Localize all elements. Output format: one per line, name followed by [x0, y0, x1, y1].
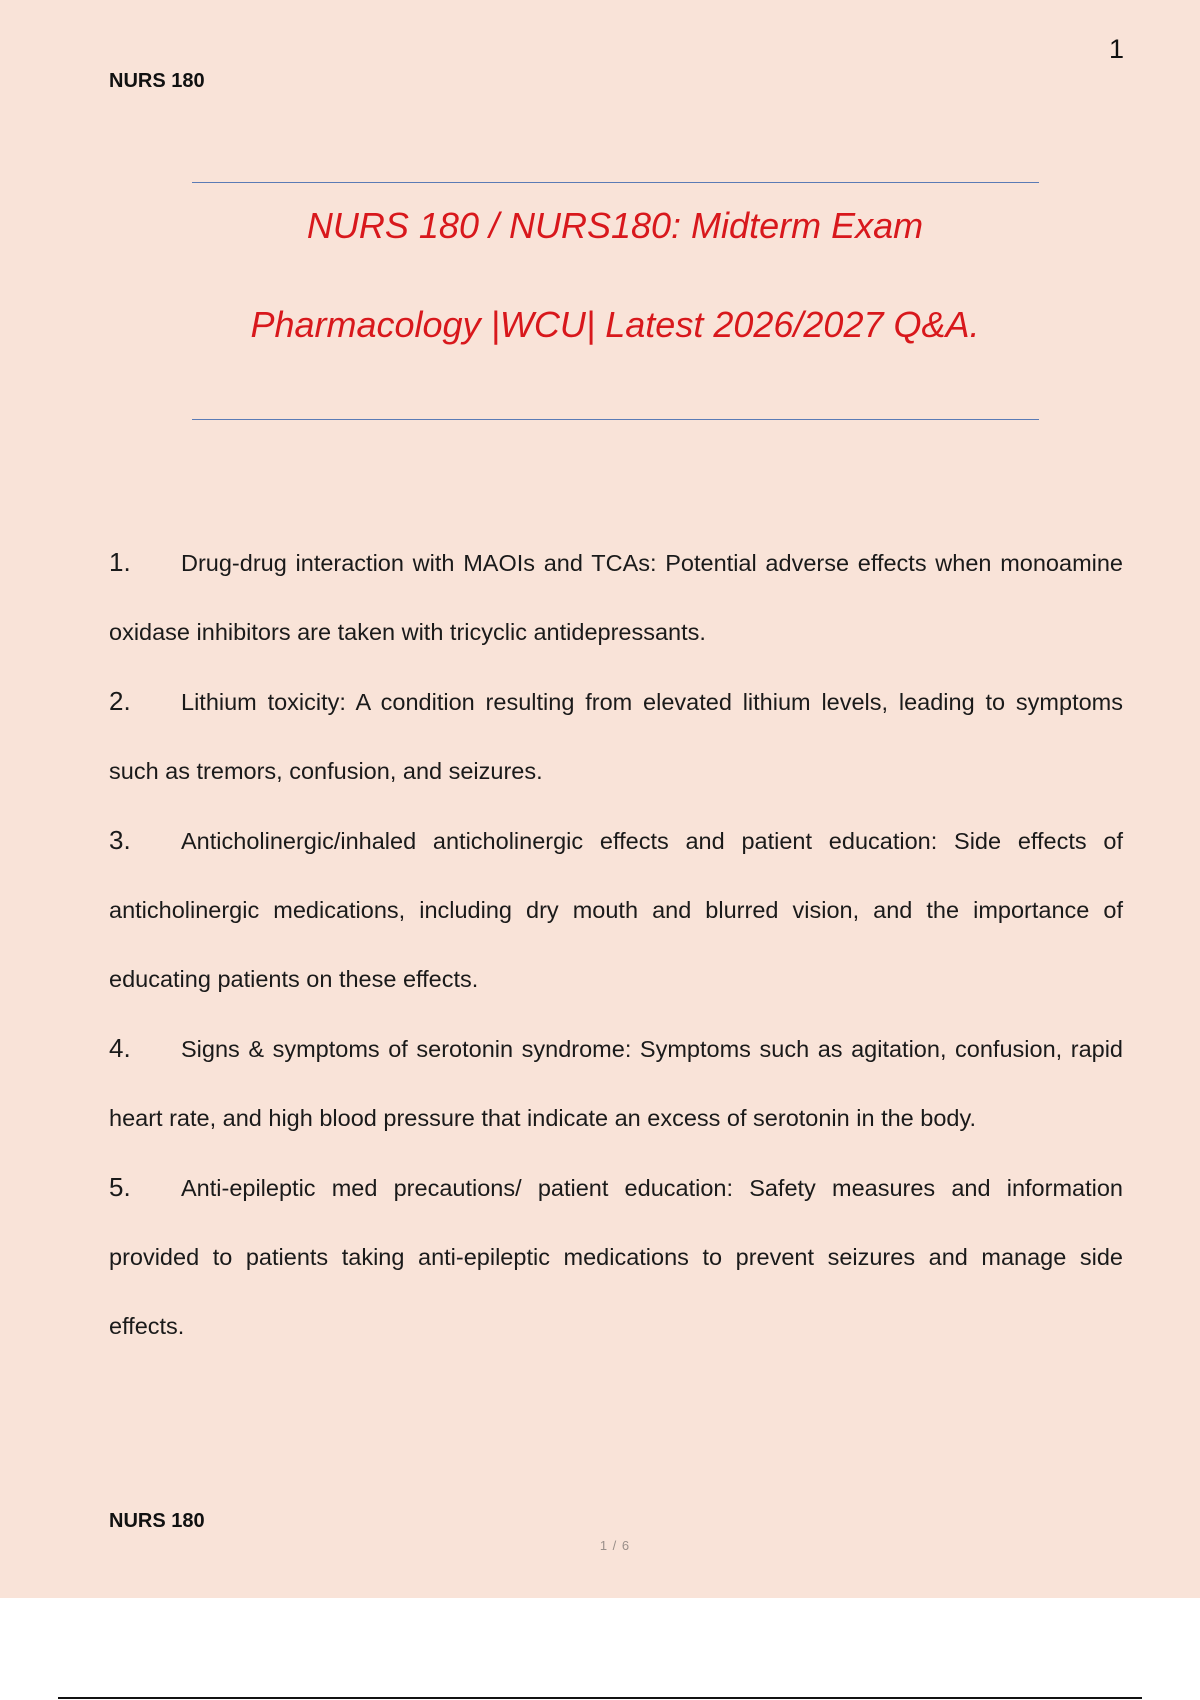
page-counter: 1 / 6	[599, 1538, 631, 1553]
qa-item-text: Anti-epileptic med precautions/ patient education: Safety measures and information provided to patients taking anti-epileptic medications to prevent seizures and manage side effects.	[109, 1175, 1123, 1339]
document-title-line-1: NURS 180 / NURS180: Midterm Exam	[306, 205, 924, 246]
document-title-line-2: Pharmacology |WCU| Latest 2026/2027 Q&A.	[250, 304, 980, 345]
next-page-top-rule	[58, 1697, 1142, 1699]
qa-item-number: 2.	[109, 686, 131, 716]
qa-list	[109, 528, 1123, 1361]
page-footer: NURS 180	[109, 1510, 205, 1532]
qa-item	[109, 1153, 1123, 1361]
qa-item-number: 1.	[109, 547, 131, 577]
qa-item-text: Signs & symptoms of serotonin syndrome: Symptoms such as agitation, confusion, rapid heart rate, and high blood pressure that indicate an excess of serotonin in the body.	[109, 1036, 1123, 1131]
qa-item	[109, 667, 1123, 806]
qa-item-number: 3.	[109, 825, 131, 855]
page-number: 1	[1108, 34, 1124, 64]
title-top-rule	[192, 182, 1039, 183]
qa-item	[109, 1014, 1123, 1153]
page-header: NURS 180	[109, 70, 205, 92]
title-bottom-rule	[192, 419, 1039, 420]
qa-item-number: 5.	[109, 1172, 131, 1202]
qa-item-text: Lithium toxicity: A condition resulting from elevated lithium levels, leading to symptoms such as tremors, confusion, and seizures.	[109, 689, 1123, 784]
qa-item-text: Anticholinergic/inhaled anticholinergic effects and patient education: Side effects of anticholinergic medications, including dry mouth and blurred vision, and the importance of educating patients on these effects.	[109, 828, 1123, 992]
qa-item	[109, 806, 1123, 1014]
qa-item-text: Drug-drug interaction with MAOIs and TCAs: Potential adverse effects when monoamine oxidase inhibitors are taken with tricyclic antidepressants.	[109, 550, 1123, 645]
qa-item-number: 4.	[109, 1033, 131, 1063]
qa-item	[109, 528, 1123, 667]
